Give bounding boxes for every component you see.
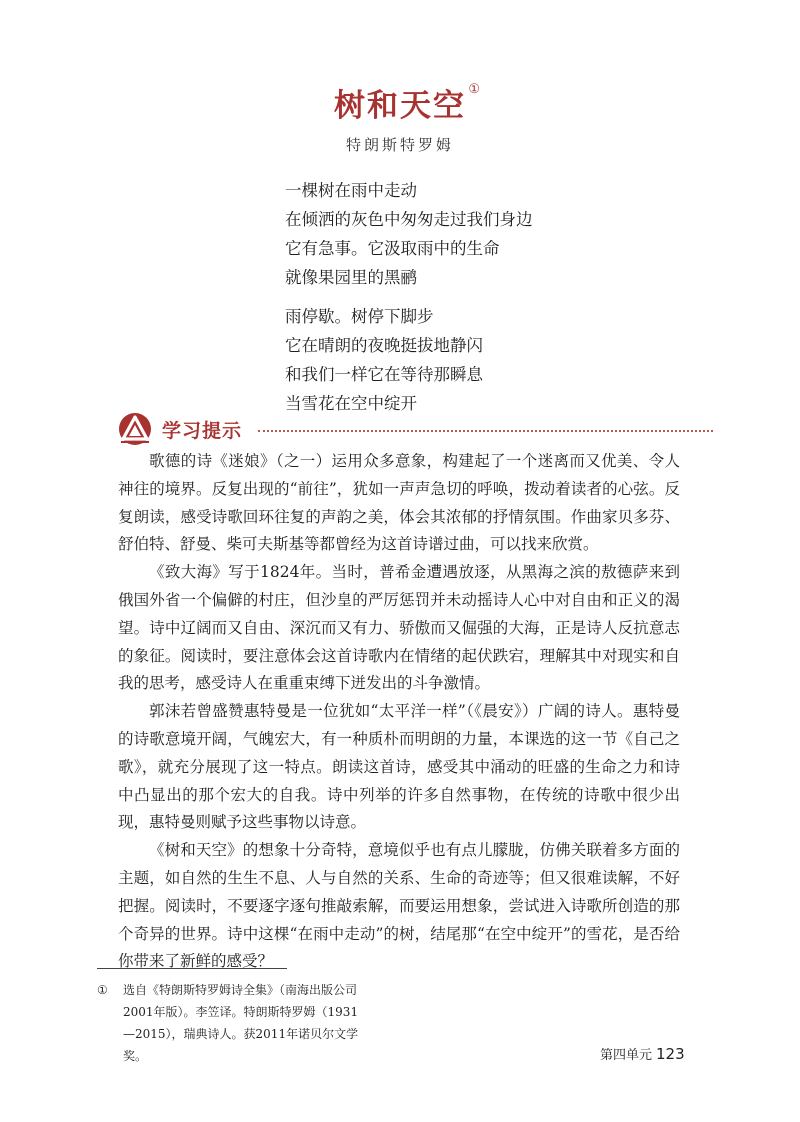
- study-tips-body: [118, 448, 680, 976]
- poem-line: 一棵树在雨中走动: [285, 181, 417, 200]
- poem-stanza-1: [285, 176, 533, 292]
- footnote: [97, 979, 367, 1067]
- poem-stanza-2: [285, 302, 483, 418]
- poem-line: 雨停歇。树停下脚步: [285, 307, 434, 326]
- study-tips-header: [118, 412, 718, 446]
- title-footnote-mark[interactable]: ①: [468, 82, 482, 97]
- page-footer: [600, 1044, 720, 1063]
- poem-line: 和我们一样它在等待那瞬息: [285, 365, 483, 384]
- poem-line: 它在晴朗的夜晚挺拔地静闪: [285, 336, 483, 355]
- tips-paragraph: 郭沫若曾盛赞惠特曼是一位犹如“太平洋一样”（《晨安》）广阔的诗人。惠特曼的诗歌意境开阔，气魄宏大，有一种质朴而明朗的力量，本课选的这一节《自己之歌》，就充分展现了这一特点。朗读这首诗，感受其中涌动的旺盛的生命之力和诗中凸显出的那个宏大的自我。诗中列举的许多自然事物，在传统的诗歌中很少出现，惠特曼则赋予这些事物以诗意。: [118, 702, 680, 832]
- tips-paragraph: 《树和天空》的想象十分奇特，意境似乎也有点儿朦胧，仿佛关联着多方面的主题，如自然的生生不息、人与自然的关系、生命的奇迹等；但又很难读解，不好把握。阅读时，不要逐字逐句推敲索解，而要运用想象，尝试进入诗歌所创造的那个奇异的世界。诗中这棵“在雨中走动”的树，结尾那“在空中绽开”的雪花，是否给你带来了新鲜的感受？: [118, 841, 680, 971]
- author-name: 特朗斯特罗姆: [345, 136, 454, 154]
- title-block: [0, 80, 800, 125]
- footnote-divider: [97, 968, 287, 969]
- unit-label: 第四单元: [600, 1048, 653, 1063]
- poem-line: 当雪花在空中绽开: [285, 394, 417, 413]
- tips-paragraph: 歌德的诗《迷娘》（之一）运用众多意象，构建起了一个迷离而又优美、令人神往的境界。反复出现的“前往”，犹如一声声急切的呼唤，拨动着读者的心弦。反复朗读，感受诗歌回环往复的声韵之美，体会其浓郁的抒情氛围。作曲家贝多芬、舒伯特、舒曼、柴可夫斯基等都曾经为这首诗谱过曲，可以找来欣赏。: [118, 452, 680, 554]
- footnote-mark: ①: [97, 983, 108, 997]
- triangle-emblem-icon: [118, 412, 152, 446]
- tips-paragraph: 《致大海》写于1824年。当时，普希金遭遇放逐，从黑海之滨的敖德萨来到俄国外省一个偏僻的村庄，但沙皇的严厉惩罚并未动摇诗人心中对自由和正义的渴望。诗中辽阔而又自由、深沉而又有力、骄傲而又倔强的大海，正是诗人反抗意志的象征。阅读时，要注意体会这首诗歌内在情绪的起伏跌宕，理解其中对现实和自我的思考，感受诗人在重重束缚下迸发出的斗争激情。: [118, 563, 680, 693]
- poem-line: 在倾洒的灰色中匆匆走过我们身边: [285, 210, 533, 229]
- poem-line: 它有急事。它汲取雨中的生命: [285, 239, 500, 258]
- page-title: [334, 80, 482, 125]
- study-tips-title: 学习提示: [162, 420, 243, 442]
- footnote-text: 选自《特朗斯特罗姆诗全集》（南海出版公司2001年版）。李笠译。特朗斯特罗姆（1931—2015），瑞典诗人。获2011年诺贝尔文学奖。: [123, 983, 359, 1063]
- poem-line: 就像果园里的黑鹂: [285, 268, 417, 287]
- dotted-divider: [258, 430, 713, 432]
- page-number: 123: [656, 1045, 685, 1063]
- title-text: 树和天空: [334, 88, 466, 124]
